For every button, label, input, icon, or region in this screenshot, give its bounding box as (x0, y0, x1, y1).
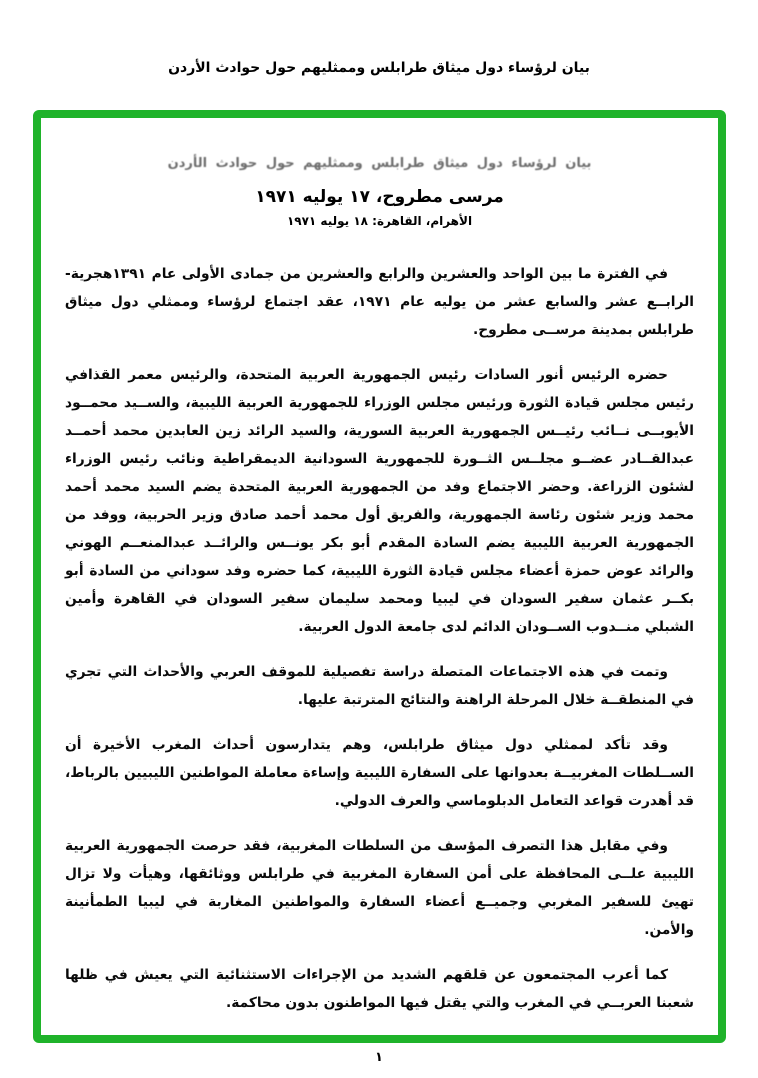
paragraph-1: في الفترة ما بين الواحد والعشرين والرابع والعشرين من جمادى الأولى عام ١٣٩١هجرية- الرابــع عشر والسابع عشر من يوليه عام ١٩٧١، عقد اجتماع لرؤساء وممثلي دول ميثاق طرابلس بمدينة مرســى مطروح. (65, 266, 694, 338)
paragraph-6: كما أعرب المجتمعون عن قلقهم الشديد من الإجراءات الاستثنائية التي يعيش في ظلها شعبنا العربــي في المغرب والتي يقتل فيها المواطنون بدون محاكمة. (65, 967, 694, 1011)
page-number: ١ (375, 1050, 383, 1065)
document-frame (33, 110, 726, 1043)
paragraph-2: حضره الرئيس أنور السادات رئيس الجمهورية العربية المتحدة، والرئيس معمر القذافي رئيس مجلس قيادة الثورة ورئيس مجلس الوزراء للجمهورية العربية الليبية، والســيد محمــود الأيوبــى نــائب رئيــس الجمهورية العربية السورية، والسيد الرائد زين العابدين محمد أحمــد عبدالقــادر عضــو مجلــس الثــورة للجمهورية السودانية الديمقراطية ونائب رئيس الوزراء لشئون الزراعة. وحضر الاجتماع وفد من الجمهورية العربية المتحدة يضم السيد محمد أحمد محمد وزير شئون رئاسة الجمهورية، والفريق أول محمد أحمد صادق وزير الحربية، ووفد من الجمهورية العربية الليبية يضم السادة المقدم أبو بكر يونــس والرائــد عبدالمنعــم الهوني والرائد عوض حمزة أعضاء مجلس قيادة الثورة الليبية، كما حضره وفد سوداني من السادة أبو بكــر عثمان سفير السودان في ليبيا ومحمد سليمان سفير السودان في القاهرة وأمين الشبلي منــدوب الســودان الدائم لدى جامعة الدول العربية. (65, 367, 694, 635)
scanned-document-title: بيان لرؤساء دول ميثاق طرابلس وممثليهم حول حوادث الأردن (167, 156, 592, 171)
paragraph-5: وفي مقابل هذا التصرف المؤسف من السلطات المغربية، فقد حرصت الجمهورية العربية الليبية علــى المحافظة على أمن السفارة المغربية في طرابلس ووثائقها، وهيأت ولا تزال تهيئ للسفير المغربي وجميــع أعضاء السفارة والمواطنين المغاربة في ليبيا الطمأنينة والأمن. (65, 838, 694, 938)
paragraph-3: وتمت في هذه الاجتماعات المتصلة دراسة تفصيلية للموقف العربي والأحداث التي تجري في المنطقــة خلال المرحلة الراهنة والنتائج المترتبة عليها. (65, 664, 694, 708)
page-title: بيان لرؤساء دول ميثاق طرابلس وممثليهم حول حوادث الأردن (168, 60, 590, 76)
dateline: مرسى مطروح، ١٧ يوليه ١٩٧١ (255, 187, 504, 207)
paragraph-4: وقد تأكد لممثلي دول ميثاق طرابلس، وهم يتدارسون أحداث المغرب الأخيرة أن الســلطات المغربيــة بعدوانها على السفارة الليبية وإساءة معاملة المواطنين الليبيين بالرباط، قد أهدرت قواعد التعامل الدبلوماسي والعرف الدولي. (65, 737, 694, 809)
source-citation: الأهرام، القاهرة: ١٨ يوليه ١٩٧١ (286, 214, 473, 228)
document-body (65, 260, 694, 1017)
